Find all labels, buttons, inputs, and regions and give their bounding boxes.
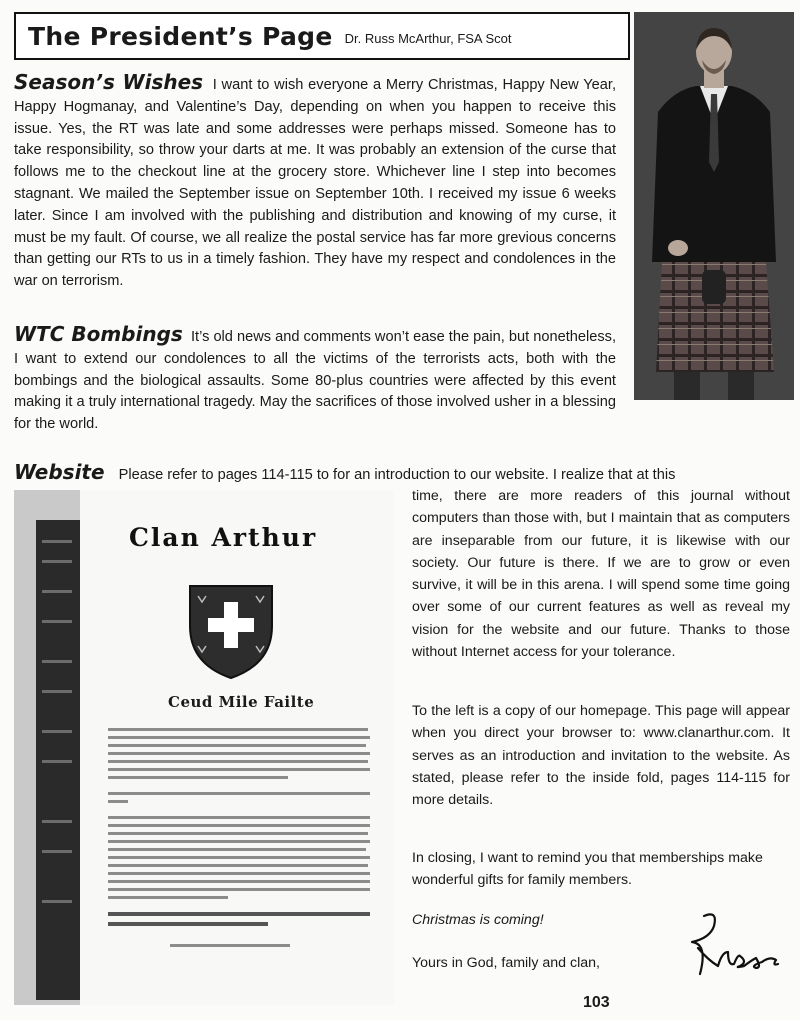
seasons-wishes-text: I want to wish everyone a Merry Christmas, Happy New Year, Happy Hogmanay, and Valentine’s Day, depending on when you happen to receive this issue. Yes, the RT was late and some addresses were perhaps missed. Someone has to take responsibility, so throw your darts at me. It was probably an extension of the curse that follows me to the checkout line at the grocery store. Whichever line I step into becomes stagnant. We mailed the September issue on September 10th. I received my issue 6 weeks later. Since I am involved with the publishing and distribution and knowing of my curse, it must be my fault. Of course, we all realize the postal service has far more grevious concerns than getting our RTs to us in a timely fashion. They have my respect and condolences in the war on terrorism.: [14, 77, 616, 290]
president-photo: [634, 12, 794, 400]
wtc-heading: WTC Bombings: [14, 322, 183, 346]
seasons-wishes-paragraph: [14, 72, 616, 293]
signature-image: [678, 908, 788, 978]
seasons-wishes-heading: Season’s Wishes: [14, 70, 204, 94]
clan-arthur-title: Clan Arthur: [129, 523, 318, 552]
portrait-illustration: [634, 12, 794, 400]
wtc-paragraph: [14, 324, 616, 436]
yours-line: Yours in God, family and clan,: [412, 955, 600, 971]
wtc-text: It’s old news and comments won’t ease the pain, but nonetheless, I want to extend our condolences to all the victims of the terrorists acts, both with the bombings and the biological assaults. Some 80-plus countries were affected by this event making it a truly international tragedy. May the sacrifices of those involved usher in a blessing for the world.: [14, 329, 616, 433]
screenshot-content-area: [80, 490, 394, 1005]
homepage-paragraph: To the left is a copy of our homepage. This page will appear when you direct your browser to: www.clanarthur.com. It serves as an introduction and invitation to the website. As stated, please refer to the inside fold, pages 114-115 for more details.: [412, 703, 790, 809]
christmas-line: Christmas is coming!: [412, 912, 544, 928]
title-box: [14, 12, 630, 60]
website-heading: Website: [14, 460, 105, 484]
website-intro: Please refer to pages 114-115 to for an introduction to our website. I realize that at this: [118, 467, 676, 483]
page-title: The President’s Page: [28, 21, 333, 51]
screenshot-nav-bar: [36, 520, 80, 1000]
closing-paragraph: In closing, I want to remind you that memberships make wonderful gifts for family members.: [412, 850, 763, 889]
shield-crest-icon: [186, 580, 276, 680]
ceud-mile-failte: Ceud Mile Failte: [168, 693, 315, 711]
homepage-screenshot: [14, 490, 394, 1005]
website-heading-line: [14, 460, 675, 484]
website-paragraph: time, there are more readers of this journal without computers than those with, but I maintain that as computers are inseparable from our future, it is likewise with our society. Our future is there. If we are to grow or even survive, it will be in this arena. I will spend some time going over some of our current features as well as reveal my vision for the website and our future. Thanks to those without Internet access for your tolerance.: [412, 488, 790, 661]
page-number: 103: [583, 994, 610, 1011]
author-byline: Dr. Russ McArthur, FSA Scot: [344, 30, 512, 46]
